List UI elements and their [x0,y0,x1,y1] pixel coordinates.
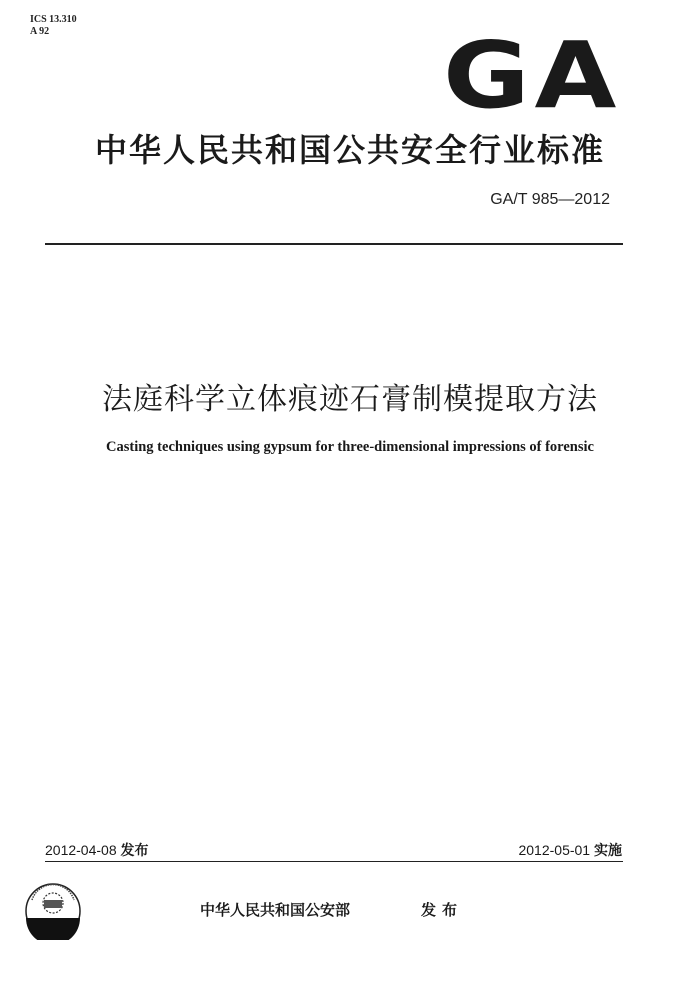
ccs-code: A 92 [30,26,50,37]
implement-date-line [518,840,622,860]
implement-label: 实施 [594,843,622,859]
title-english: Casting techniques using gypsum for three-dimensional impressions of forensic [106,439,594,455]
title-chinese: 法庭科学立体痕迹石膏制模提取方法 [102,382,598,417]
issue-label: 发布 [120,843,149,859]
ics-code: ICS 13.310 [30,14,77,25]
issue-date-line [45,840,149,860]
ga-logo: GA [443,22,621,129]
issue-date: 2012-04-08 [45,842,117,858]
publisher-name: 中华人民共和国公安部 [200,901,351,919]
organization-title: 中华人民共和国公共安全行业标准 [94,131,605,169]
implement-date: 2012-05-01 [518,842,591,858]
footer-divider [45,861,623,862]
standard-number: GA/T 985—2012 [490,191,610,208]
publish-label: 发布 [421,901,464,919]
header-divider [45,243,623,245]
publisher-seal-icon [24,882,82,940]
